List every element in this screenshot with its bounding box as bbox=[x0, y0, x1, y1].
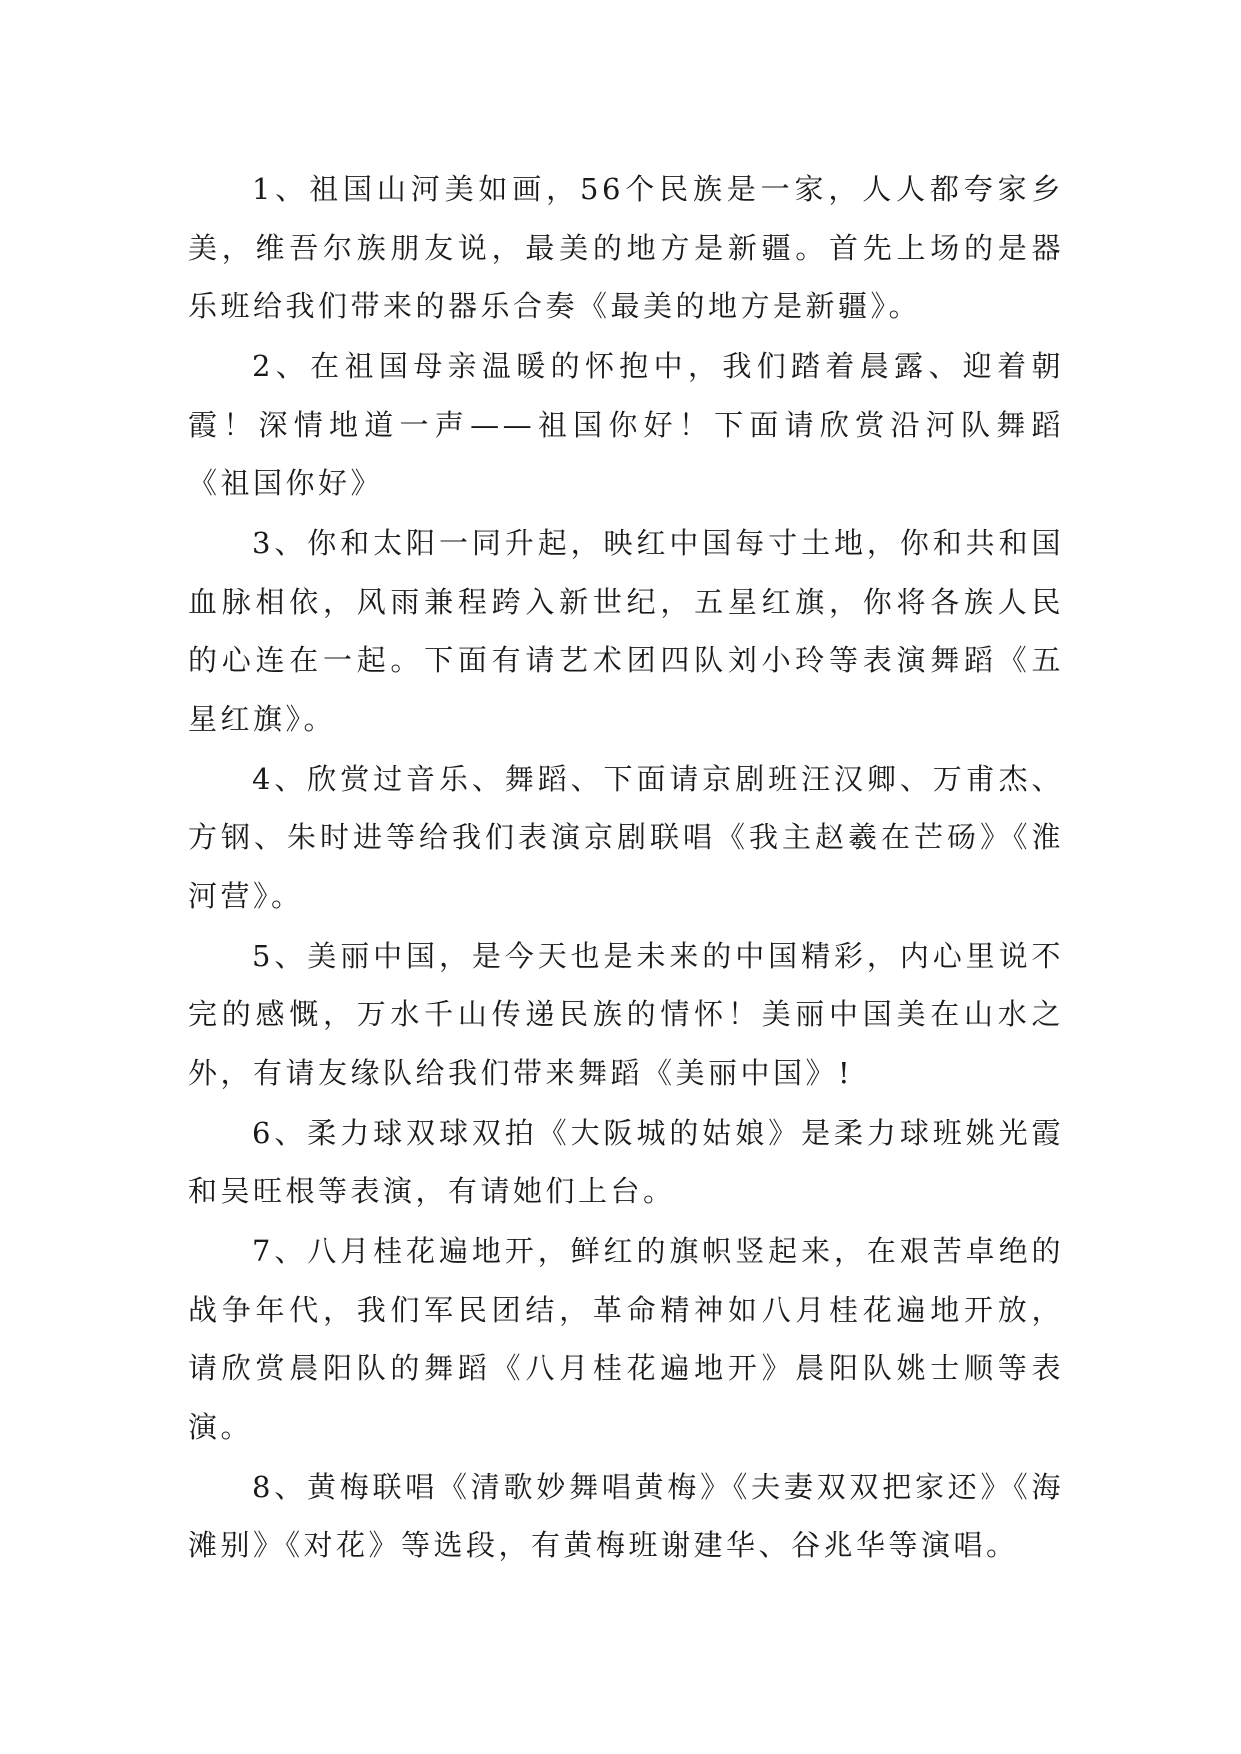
paragraph-1: 1、祖国山河美如画，56个民族是一家，人人都夸家乡美，维吾尔族朋友说，最美的地方是新疆。首先上场的是器乐班给我们带来的器乐合奏《最美的地方是新疆》。 bbox=[188, 172, 1064, 323]
paragraph-7: 7、八月桂花遍地开，鲜红的旗帜竖起来，在艰苦卓绝的战争年代，我们军民团结，革命精神如八月桂花遍地开放，请欣赏晨阳队的舞蹈《八月桂花遍地开》晨阳队姚士顺等表演。 bbox=[188, 1234, 1064, 1444]
paragraph-2: 2、在祖国母亲温暖的怀抱中，我们踏着晨露、迎着朝霞！深情地道一声——祖国你好！下面请欣赏沿河队舞蹈《祖国你好》 bbox=[188, 349, 1064, 500]
paragraph-3: 3、你和太阳一同升起，映红中国每寸土地，你和共和国血脉相依，风雨兼程跨入新世纪，五星红旗，你将各族人民的心连在一起。下面有请艺术团四队刘小玲等表演舞蹈《五星红旗》。 bbox=[188, 526, 1064, 736]
paragraph-4: 4、欣赏过音乐、舞蹈、下面请京剧班汪汉卿、万甫杰、方钢、朱时进等给我们表演京剧联唱《我主赵羲在芒砀》《淮河营》。 bbox=[188, 761, 1064, 913]
paragraph-6: 6、柔力球双球双拍《大阪城的姑娘》是柔力球班姚光霞和吴旺根等表演，有请她们上台。 bbox=[188, 1115, 1064, 1208]
paragraph-8: 8、黄梅联唱《清歌妙舞唱黄梅》《夫妻双双把家还》《海滩别》《对花》等选段，有黄梅班谢建华、谷兆华等演唱。 bbox=[188, 1469, 1064, 1562]
paragraph-5: 5、美丽中国，是今天也是未来的中国精彩，内心里说不完的感慨，万水千山传递民族的情怀！美丽中国美在山水之外，有请友缘队给我们带来舞蹈《美丽中国》! bbox=[188, 938, 1064, 1090]
document-body bbox=[188, 160, 1064, 1576]
